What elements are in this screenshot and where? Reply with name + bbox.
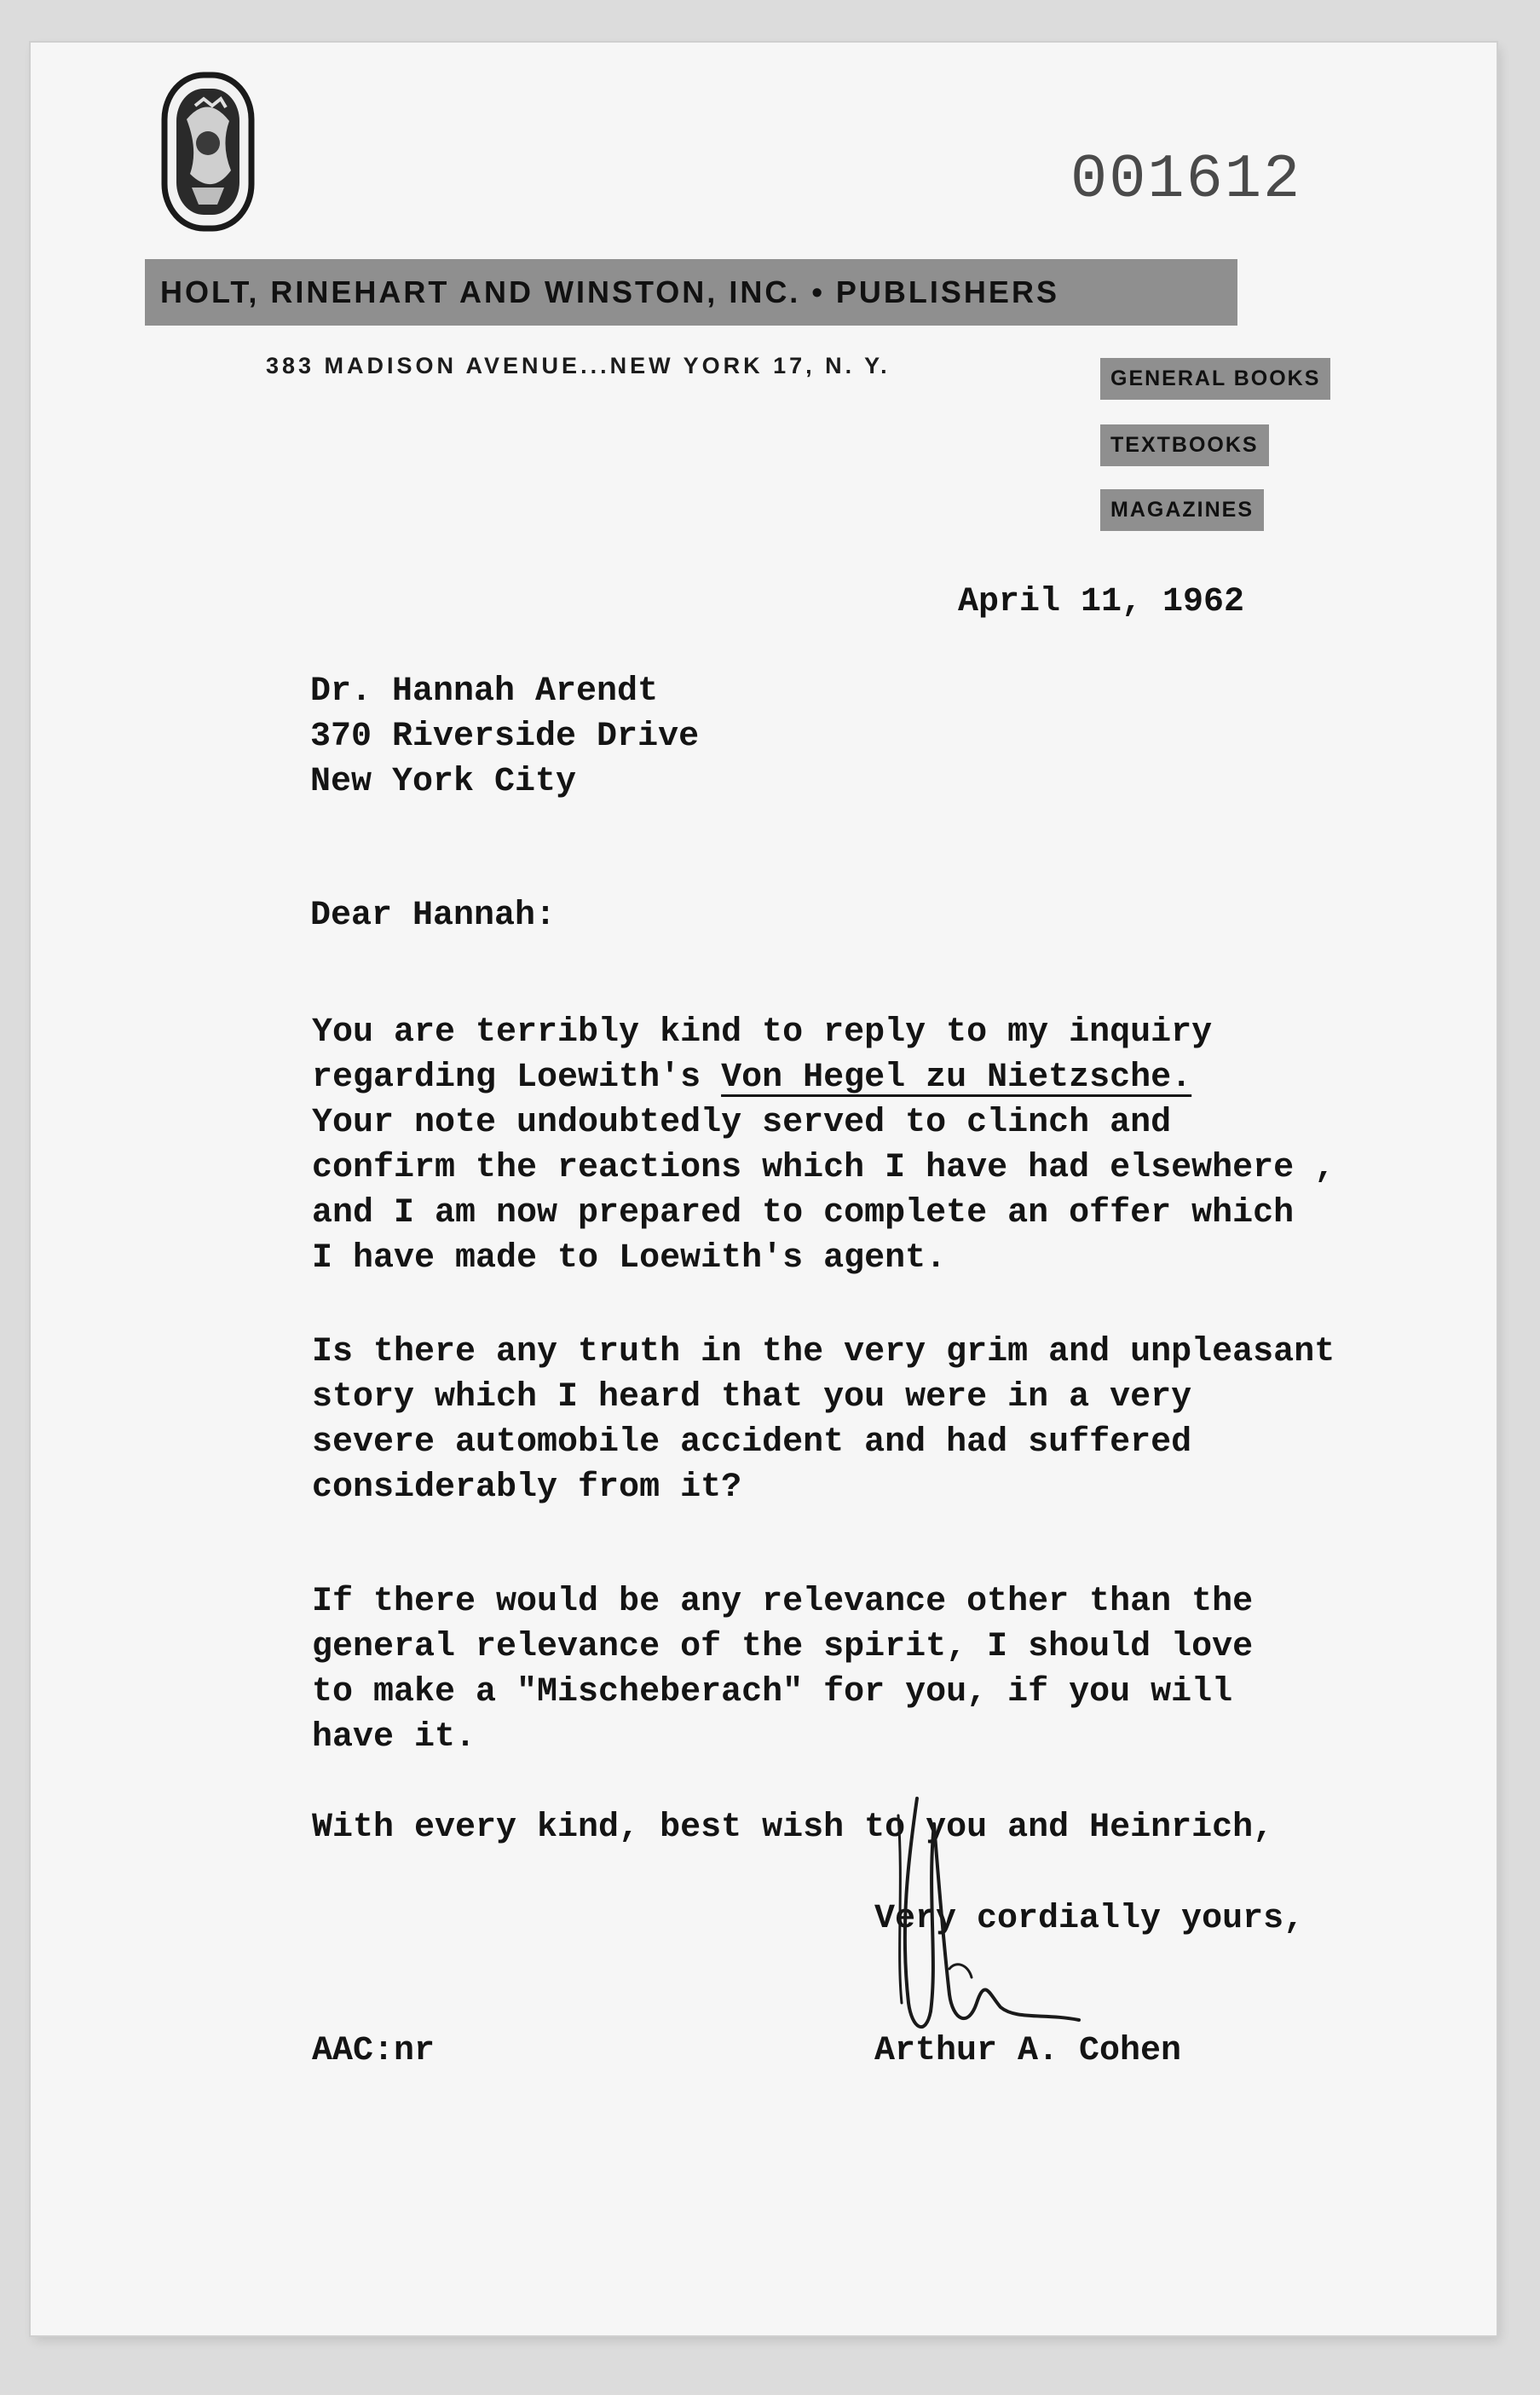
paragraph-3-line: to make a "Mischeberach" for you, if you will (312, 1673, 1233, 1711)
recipient-city: New York City (310, 763, 577, 801)
paragraph-1-line: and I am now prepared to complete an offer which (312, 1194, 1295, 1232)
paragraph-1-line: You are terribly kind to reply to my inquiry (312, 1013, 1213, 1052)
handwritten-signature-icon (849, 1790, 1130, 2063)
paragraph-2-line: severe automobile accident and had suffered (312, 1423, 1192, 1462)
paragraph-2-line: Is there any truth in the very grim and unpleasant (312, 1333, 1335, 1371)
paragraph-2-line: considerably from it? (312, 1469, 742, 1507)
recipient-street: 370 Riverside Drive (310, 718, 700, 756)
paragraph-3-line: If there would be any relevance other than the (312, 1583, 1254, 1621)
paragraph-1-line: I have made to Loewith's agent. (312, 1239, 947, 1278)
paragraph-1-line (312, 1055, 1335, 1100)
paragraph-2 (312, 1330, 1335, 1510)
letter-date: April 11, 1962 (958, 583, 1245, 621)
department-magazines: MAGAZINES (1100, 489, 1264, 531)
publisher-logo-icon (161, 68, 255, 235)
signer-name: Arthur A. Cohen (874, 2032, 1182, 2070)
publisher-banner: HOLT, RINEHART AND WINSTON, INC. • PUBLISHERS (145, 259, 1237, 326)
paragraph-1-line: confirm the reactions which I have had elsewhere , (312, 1149, 1335, 1187)
department-textbooks: TEXTBOOKS (1100, 424, 1269, 466)
paragraph-1-line: Your note undoubtedly served to clinch and (312, 1104, 1172, 1142)
recipient-name: Dr. Hannah Arendt (310, 672, 659, 711)
reference-initials: AAC:nr (312, 2032, 435, 2070)
document-serial-number: 001612 (1070, 145, 1302, 215)
paragraph-2-line: story which I heard that you were in a very (312, 1378, 1192, 1417)
department-general-books: GENERAL BOOKS (1100, 358, 1330, 400)
recipient-address-block (310, 669, 699, 805)
letter-page (31, 43, 1497, 2335)
book-title: Von Hegel zu Nietzsche. (721, 1059, 1192, 1097)
paragraph-3 (312, 1579, 1253, 1760)
paragraph-1-line-prefix: regarding Loewith's (312, 1059, 722, 1097)
salutation: Dear Hannah: (310, 897, 557, 935)
paragraph-4: With every kind, best wish to you and Heinrich, (312, 1809, 1274, 1847)
paragraph-3-line: have it. (312, 1718, 476, 1757)
publisher-address: 383 MADISON AVENUE...NEW YORK 17, N. Y. (266, 353, 891, 378)
paragraph-3-line: general relevance of the spirit, I should love (312, 1628, 1254, 1666)
complimentary-close: Very cordially yours, (874, 1900, 1305, 1938)
paragraph-1 (312, 1010, 1335, 1281)
